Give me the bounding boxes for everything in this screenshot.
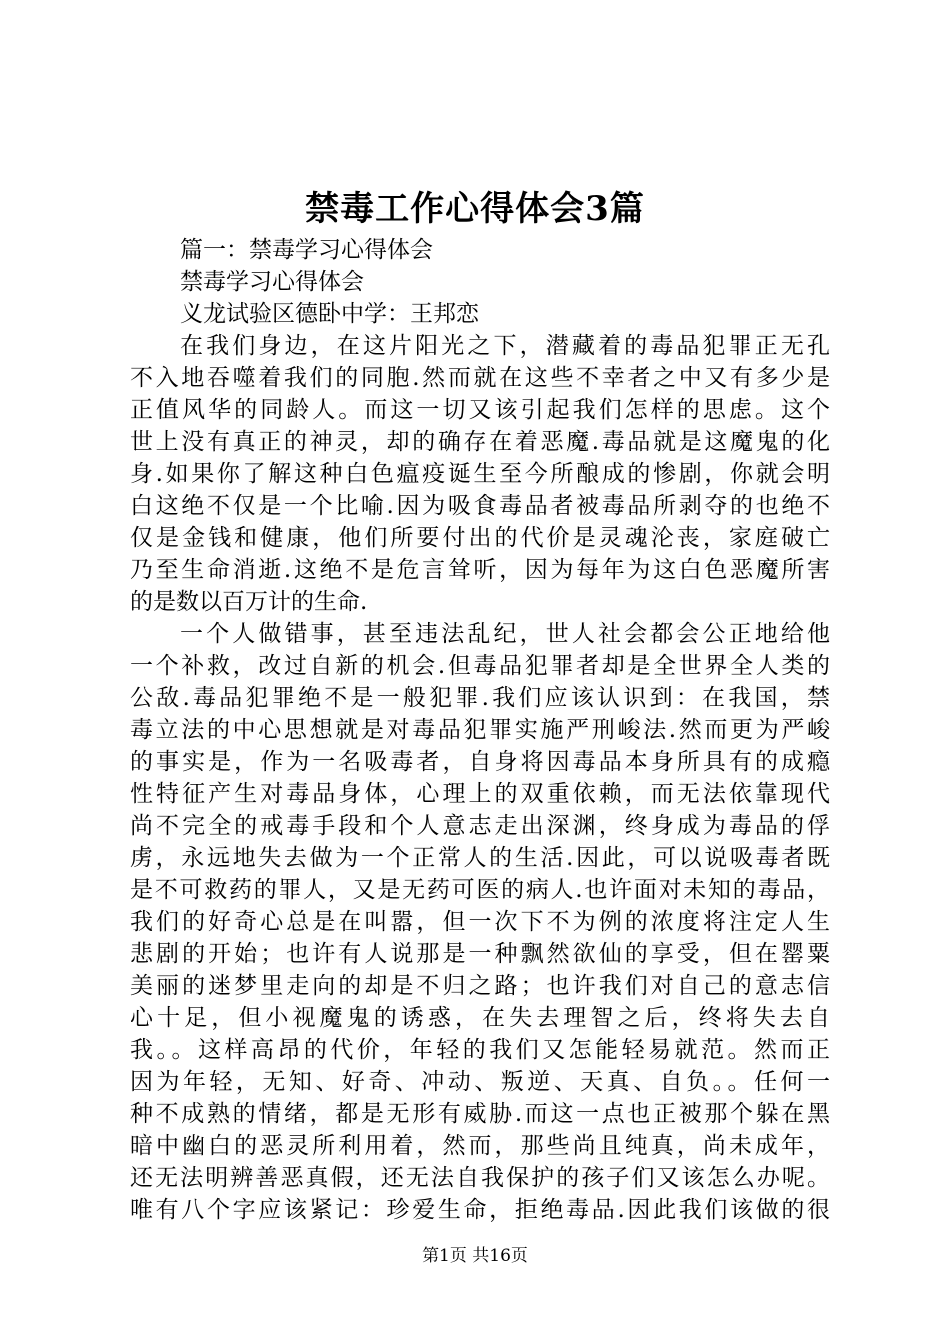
body-line: 白这绝不仅是一个比喻.因为吸食毒品者被毒品所剥夺的也绝不 (130, 493, 830, 519)
body-line: 毒立法的中心思想就是对毒品犯罪实施严刑峻法.然而更为严峻 (130, 717, 830, 743)
body-line: 篇一：禁毒学习心得体会 (180, 237, 433, 263)
body-line: 的事实是，作为一名吸毒者，自身将因毒品本身所具有的成瘾 (130, 749, 830, 775)
body-line: 世上没有真正的神灵，却的确存在着恶魔.毒品就是这魔鬼的化 (130, 429, 830, 455)
body-line: 身.如果你了解这种白色瘟疫诞生至今所酿成的惨剧，你就会明 (130, 461, 830, 487)
body-line: 禁毒学习心得体会 (180, 269, 364, 295)
body-line: 的是数以百万计的生命. (130, 589, 368, 615)
body-line: 心十足，但小视魔鬼的诱惑，在失去理智之后，终将失去自 (130, 1005, 830, 1031)
document-title: 禁毒工作心得体会3篇 (305, 189, 645, 229)
page-footer: 第1页 共16页 (422, 1246, 528, 1266)
body-line: 仅是金钱和健康，他们所要付出的代价是灵魂沦丧，家庭破亡 (130, 525, 830, 551)
body-line: 乃至生命消逝.这绝不是危言耸听，因为每年为这白色恶魔所害 (130, 557, 830, 583)
body-line: 虏，永远地失去做为一个正常人的生活.因此，可以说吸毒者既 (130, 845, 830, 871)
body-line: 唯有八个字应该紧记：珍爱生命，拒绝毒品.因此我们该做的很 (130, 1197, 830, 1223)
body-line: 因为年轻，无知、好奇、冲动、叛逆、天真、自负。。任何一 (130, 1069, 830, 1095)
body-line: 我。。这样高昂的代价，年轻的我们又怎能轻易就范。然而正 (130, 1037, 830, 1063)
body-line: 尚不完全的戒毒手段和个人意志走出深渊，终身成为毒品的俘 (130, 813, 830, 839)
body-line: 我们的好奇心总是在叫嚣，但一次下不为例的浓度将注定人生 (130, 909, 830, 935)
body-line: 义龙试验区德卧中学：王邦恋 (180, 301, 479, 327)
body-line: 不入地吞噬着我们的同胞.然而就在这些不幸者之中又有多少是 (130, 365, 830, 391)
body-line: 种不成熟的情绪，都是无形有威胁.而这一点也正被那个躲在黑 (130, 1101, 830, 1127)
body-line: 一个人做错事，甚至违法乱纪，世人社会都会公正地给他 (180, 621, 830, 647)
body-line: 悲剧的开始；也许有人说那是一种飘然欲仙的享受，但在罂粟 (130, 941, 830, 967)
body-line: 公敌.毒品犯罪绝不是一般犯罪.我们应该认识到：在我国，禁 (130, 685, 830, 711)
body-line: 在我们身边，在这片阳光之下，潜藏着的毒品犯罪正无孔 (180, 333, 830, 359)
body-line: 一个补救，改过自新的机会.但毒品犯罪者却是全世界全人类的 (130, 653, 830, 679)
body-line: 暗中幽白的恶灵所利用着，然而，那些尚且纯真，尚未成年， (130, 1133, 830, 1159)
body-line: 是不可救药的罪人，又是无药可医的病人.也许面对未知的毒品， (130, 877, 830, 903)
body-line: 正值风华的同龄人。而这一切又该引起我们怎样的思虑。这个 (130, 397, 830, 423)
body-line: 美丽的迷梦里走向的却是不归之路；也许我们对自己的意志信 (130, 973, 830, 999)
document-body (130, 234, 830, 1226)
body-line: 性特征产生对毒品身体，心理上的双重依赖，而无法依靠现代 (130, 781, 830, 807)
body-line: 还无法明辨善恶真假，还无法自我保护的孩子们又该怎么办呢。 (130, 1165, 830, 1191)
